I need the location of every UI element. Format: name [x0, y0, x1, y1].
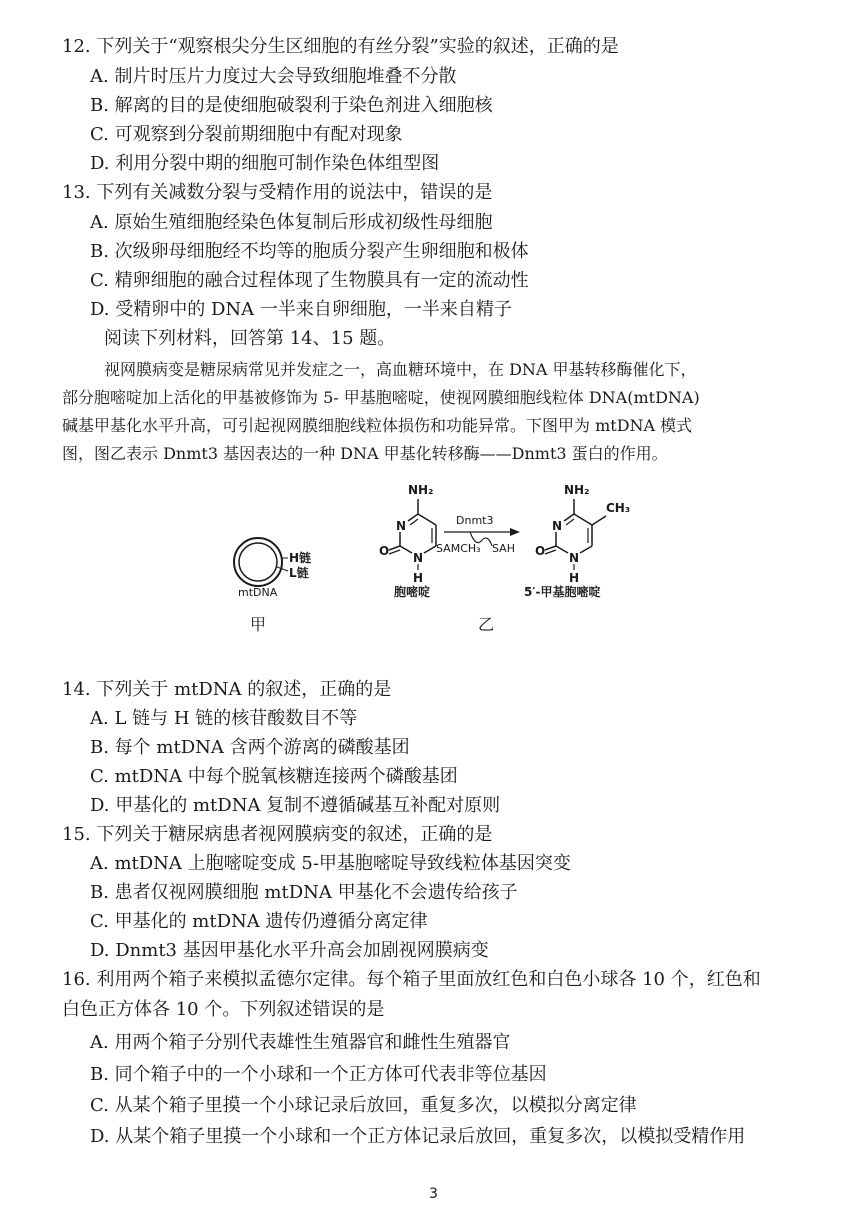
- q13-option-a: A. 原始生殖细胞经染色体复制后形成初级性母细胞: [90, 212, 493, 233]
- q16-option-b: B. 同个箱子中的一个小球和一个正方体可代表非等位基因: [90, 1064, 547, 1085]
- reaction-arrow: [436, 514, 520, 555]
- q12-option-c: C. 可观察到分裂前期细胞中有配对现象: [90, 124, 403, 145]
- q12-stem: 12. 下列关于“观察根尖分生区细胞的有丝分裂”实验的叙述，正确的是: [62, 36, 619, 57]
- figure-a-caption: 甲: [250, 615, 267, 634]
- figure-b-caption: 乙: [478, 615, 495, 634]
- methylcytosine-h: H: [569, 571, 580, 585]
- methyl-group: CH₃: [606, 501, 631, 515]
- material-line-1: 视网膜病变是糖尿病常见并发症之一，高血糖环境中，在 DNA 甲基转移酶催化下，: [104, 360, 697, 379]
- enzyme-label: Dnmt3: [456, 514, 494, 527]
- q13-stem: 13. 下列有关减数分裂与受精作用的说法中，错误的是: [62, 182, 493, 203]
- h-chain-label: H链: [289, 551, 312, 565]
- q15-option-b: B. 患者仅视网膜细胞 mtDNA 甲基化不会遗传给孩子: [90, 882, 518, 903]
- material-line-4: 图，图乙表示 Dnmt3 基因表达的一种 DNA 甲基化转移酶——Dnmt3 蛋白的作用。: [62, 444, 668, 463]
- q14-option-c: C. mtDNA 中每个脱氧核糖连接两个磷酸基团: [90, 766, 458, 787]
- q15-option-a: A. mtDNA 上胞嘧啶变成 5-甲基胞嘧啶导致线粒体基因突变: [90, 853, 571, 874]
- material-line-3: 碱基甲基化水平升高，可引起视网膜细胞线粒体损伤和功能异常。下图甲为 mtDNA 模式: [62, 416, 693, 435]
- page-number: 3: [429, 1186, 438, 1202]
- sah-label: SAH: [492, 542, 515, 555]
- q13-option-c: C. 精卵细胞的融合过程体现了生物膜具有一定的流动性: [90, 270, 529, 291]
- q14-option-b: B. 每个 mtDNA 含两个游离的磷酸基团: [90, 737, 410, 758]
- methylcytosine-label: 5′-甲基胞嘧啶: [524, 585, 601, 599]
- cytosine-n3: N: [396, 519, 407, 533]
- q15-option-d: D. Dnmt3 基因甲基化水平升高会加剧视网膜病变: [90, 940, 489, 961]
- cytosine-o: O: [379, 544, 390, 558]
- methylcytosine-n3: N: [552, 519, 563, 533]
- q14-option-a: A. L 链与 H 链的核苷酸数目不等: [90, 708, 358, 729]
- q13-option-b: B. 次级卵母细胞经不均等的胞质分裂产生卵细胞和极体: [90, 241, 529, 262]
- q14-option-d: D. 甲基化的 mtDNA 复制不遵循碱基互补配对原则: [90, 795, 501, 816]
- q13-option-d: D. 受精卵中的 DNA 一半来自卵细胞，一半来自精子: [90, 299, 512, 320]
- mtdna-ring-diagram: [234, 538, 311, 634]
- methylcytosine-nh2: NH₂: [564, 483, 590, 497]
- q16-stem-line-1: 16. 利用两个箱子来模拟孟德尔定律。每个箱子里面放红色和白色小球各 10 个，红色和: [62, 969, 761, 990]
- q15-option-c: C. 甲基化的 mtDNA 遗传仍遵循分离定律: [90, 911, 428, 932]
- q16-option-c: C. 从某个箱子里摸一个小球记录后放回，重复多次，以模拟分离定律: [90, 1095, 637, 1116]
- q12-option-a: A. 制片时压片力度过大会导致细胞堆叠不分散: [90, 66, 457, 87]
- q15-stem: 15. 下列关于糖尿病患者视网膜病变的叙述，正确的是: [62, 824, 493, 845]
- material-line-2: 部分胞嘧啶加上活化的甲基被修饰为 5- 甲基胞嘧啶，使视网膜细胞线粒体 DNA(mtDNA): [62, 388, 700, 407]
- cytosine-label: 胞嘧啶: [394, 585, 431, 599]
- q12-option-b: B. 解离的目的是使细胞破裂利于染色剂进入细胞核: [90, 95, 493, 116]
- material-intro: 阅读下列材料，回答第 14、15 题。: [104, 328, 396, 349]
- q12-option-d: D. 利用分裂中期的细胞可制作染色体组型图: [90, 153, 440, 174]
- cytosine-structure: [379, 483, 436, 599]
- figure-mtdna-methylation: [0, 472, 867, 672]
- q16-option-d: D. 从某个箱子里摸一个小球和一个正方体记录后放回，重复多次，以模拟受精作用: [90, 1126, 746, 1147]
- cytosine-nh2: NH₂: [408, 483, 434, 497]
- q16-stem-line-2: 白色正方体各 10 个。下列叙述错误的是: [62, 999, 385, 1020]
- methylcytosine-o: O: [535, 544, 546, 558]
- donor-label: SAMCH₃: [436, 542, 481, 555]
- mtdna-label: mtDNA: [238, 586, 278, 599]
- cytosine-n1: N: [413, 551, 424, 565]
- q14-stem: 14. 下列关于 mtDNA 的叙述，正确的是: [62, 679, 392, 700]
- methylcytosine-n1: N: [569, 551, 580, 565]
- l-chain-label: L链: [289, 566, 309, 580]
- methylcytosine-structure: [524, 483, 630, 599]
- q16-option-a: A. 用两个箱子分别代表雄性生殖器官和雌性生殖器官: [90, 1032, 511, 1053]
- cytosine-h: H: [413, 571, 424, 585]
